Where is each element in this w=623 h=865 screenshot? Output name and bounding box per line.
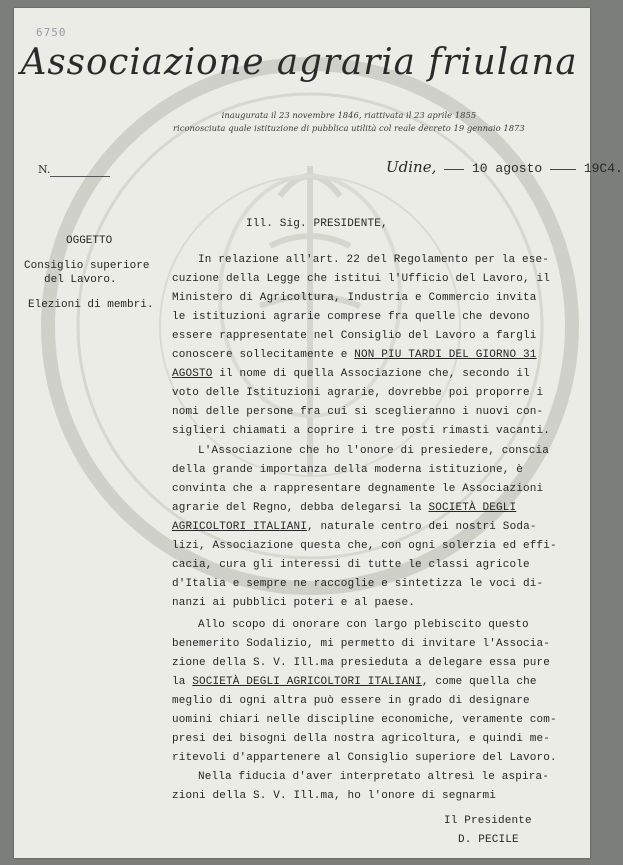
body-line: le istituzioni agrarie comprese fra quelle che devono xyxy=(172,311,530,323)
body-line: Nella fiducia d'aver interpretato altresì le aspira- xyxy=(198,771,550,783)
body-line: siglieri chiamati a coprire i tre posti rimasti vacanti. xyxy=(172,425,551,437)
salutation: Ill. Sig. PRESIDENTE, xyxy=(246,218,388,230)
body-line: nanzi ai pubblici poteri e al paese. xyxy=(172,597,416,609)
date-year-suffix: 4. xyxy=(607,161,623,176)
date-rule xyxy=(550,168,576,170)
subject-line: Elezioni di membri. xyxy=(28,299,154,311)
body-line: meglio di ogni altra può essere in grado di designare xyxy=(172,695,530,707)
number-label: N. xyxy=(38,163,51,176)
date-line xyxy=(386,158,623,176)
body-line: voto delle Istituzioni agrarie, dovrebbe poi proporre i xyxy=(172,387,544,399)
body-line: convinta che a rappresentare degnamente le Associazioni xyxy=(172,483,544,495)
body-line: uomini chiari nelle discipline economiche, veramente com- xyxy=(172,714,557,726)
signature-name: D. PECILE xyxy=(458,834,519,846)
subject-line: del Lavoro. xyxy=(44,274,117,286)
body-line: cacia, cura gli interessi di tutte le classi agricole xyxy=(172,559,530,571)
body-line: essere rappresentate nel Consiglio del Lavoro a fargli xyxy=(172,330,537,342)
body-line: AGOSTO il nome di quella Associazione che, secondo il xyxy=(172,368,530,380)
archive-number: 6750 xyxy=(36,26,67,39)
subject-heading: OGGETTO xyxy=(66,235,113,247)
subject-line: Consiglio superiore xyxy=(24,260,150,272)
letterhead-title: Associazione agraria friulana xyxy=(20,42,578,83)
body-line: la SOCIETÀ DEGLI AGRICOLTORI ITALIANI, come quella che xyxy=(172,676,537,688)
body-line: nomi delle persone fra cui si sceglieranno i nuovi con- xyxy=(172,406,544,418)
body-line: L'Associazione che ho l'onore di presiedere, conscia xyxy=(198,445,550,457)
body-line: cuzione della Legge che istitui l'Ufficio del Lavoro, il xyxy=(172,273,551,285)
body-line: lizi, Associazione questa che, con ogni solerzia ed effi- xyxy=(172,540,557,552)
body-line: d'Italia e sempre ne raccoglie e sintetizza le voci di- xyxy=(172,578,544,590)
body-line: Ministero di Agricoltura, Industria e Commercio invita xyxy=(172,292,537,304)
body-line: zioni della S. V. Ill.ma, ho l'onore di segnarmi xyxy=(172,790,497,802)
body-line: AGRICOLTORI ITALIANI, naturale centro dei nostri Soda- xyxy=(172,521,537,533)
body-line: In relazione all'art. 22 del Regolamento per la ese- xyxy=(198,254,550,266)
number-line xyxy=(50,176,110,177)
body-line: conoscere sollecitamente e NON PIU TARDI DEL GIORNO 31 xyxy=(172,349,537,361)
body-line: della grande importanza della moderna istituzione, è xyxy=(172,464,524,476)
letter-page xyxy=(14,8,623,858)
body-line: ritevoli d'appartenere al Consiglio superiore del Lavoro. xyxy=(172,752,557,764)
body-line: agrarie del Regno, debba delegarsi la SOCIETÀ DEGLI xyxy=(172,502,517,514)
body-line: benemerito Sodalizio, mi permetto di invitare l'Associa- xyxy=(172,638,551,650)
date-year-prefix: 19C xyxy=(583,161,608,176)
date-rule xyxy=(444,168,464,170)
date-day-month: 10 agosto xyxy=(471,161,543,176)
signature-title: Il Presidente xyxy=(444,815,532,827)
letterhead-subtitle-1: inaugurata il 23 novembre 1846, riattivata il 23 aprile 1855 xyxy=(221,111,477,121)
body-line: Allo scopo di onorare con largo plebiscito questo xyxy=(198,619,529,631)
letterhead-subtitle-2: riconosciuta quale istituzione di pubblica utilità col reale decreto 19 gennaio 1873 xyxy=(173,124,525,134)
date-city: Udine, xyxy=(386,158,437,176)
body-line: presi dei bisogni della nostra agricoltura, e quindi me- xyxy=(172,733,551,745)
body-line: zione della S. V. Ill.ma presieduta a delegare essa pure xyxy=(172,657,551,669)
